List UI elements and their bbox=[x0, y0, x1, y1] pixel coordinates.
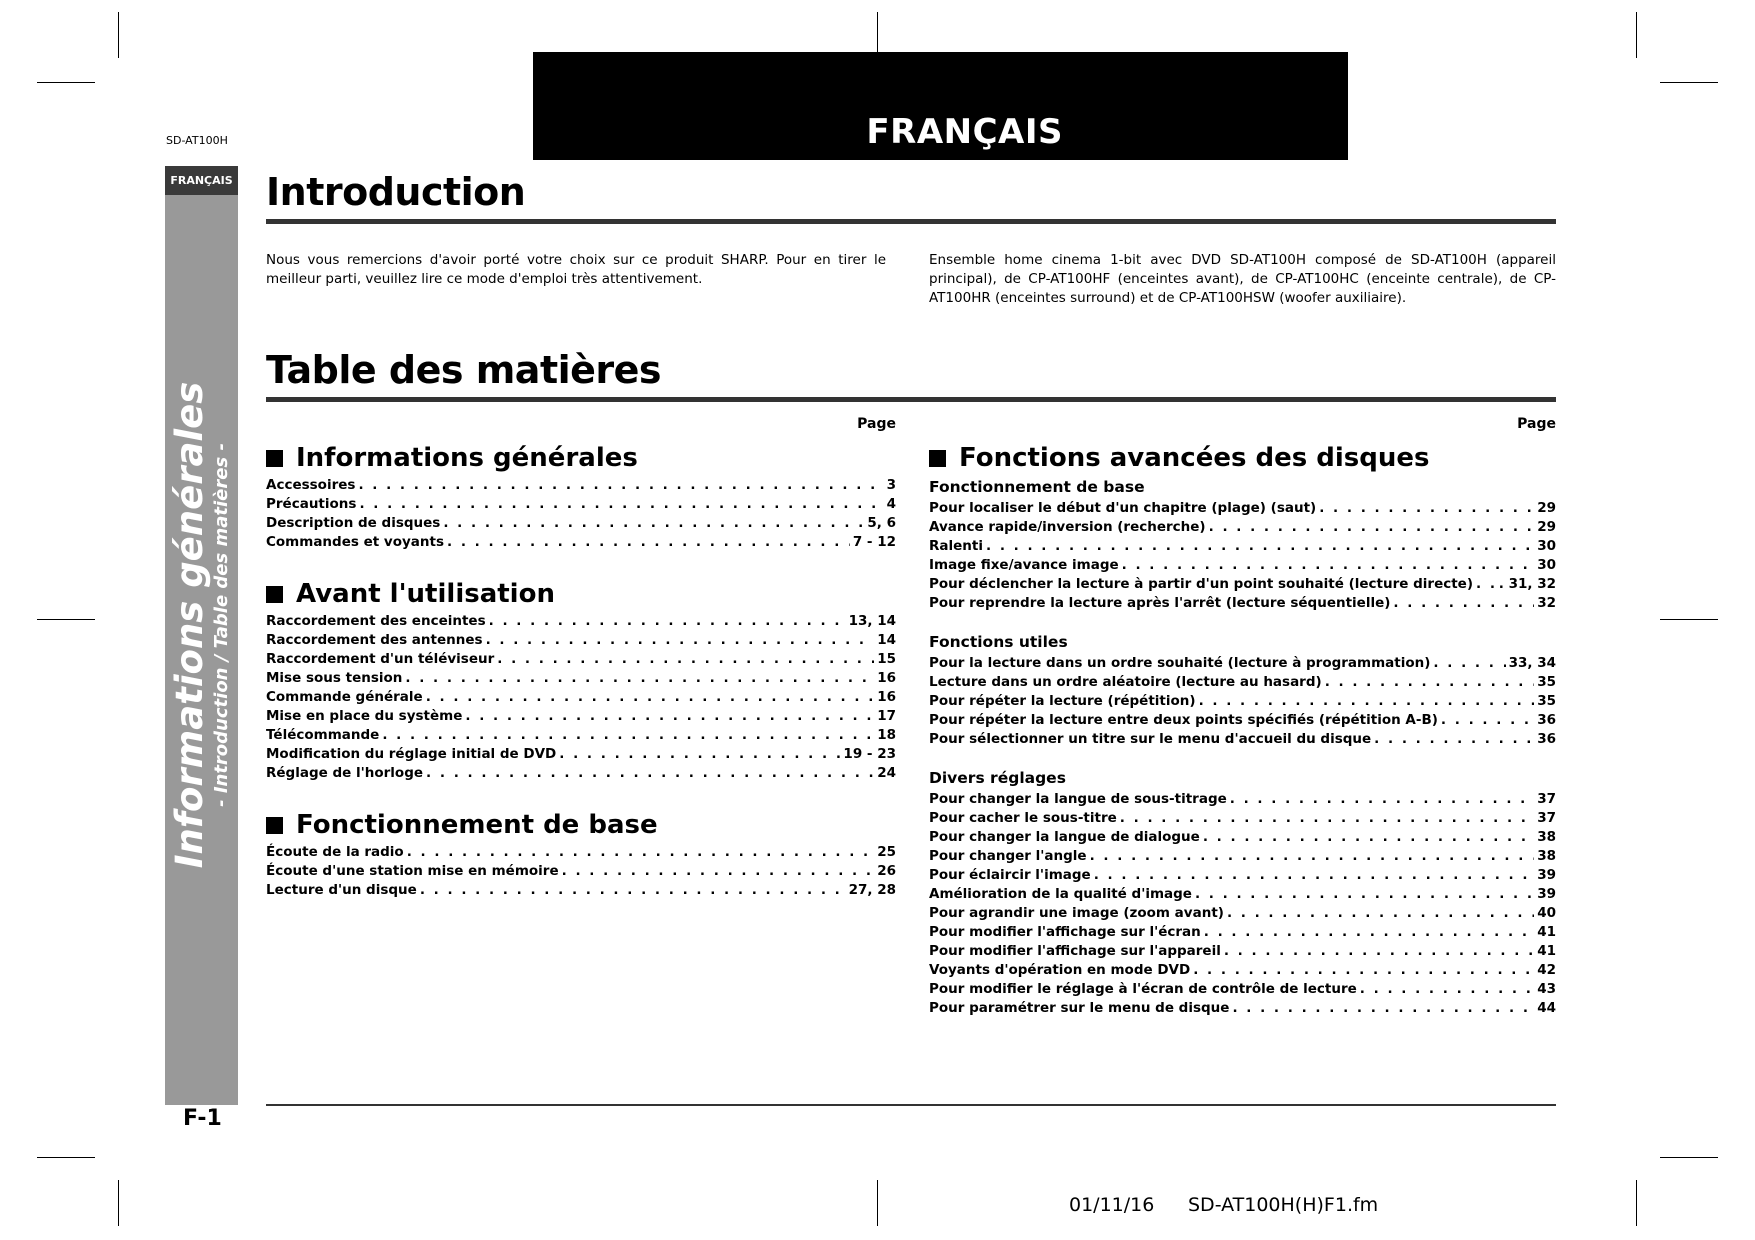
crop-mark bbox=[1660, 1157, 1718, 1158]
square-bullet-icon bbox=[266, 817, 283, 834]
group-title: Divers réglages bbox=[929, 769, 1066, 787]
crop-mark bbox=[1636, 12, 1637, 58]
toc-entry[interactable]: Mise en place du système . . . 17 bbox=[266, 707, 896, 726]
footer-file-name: SD-AT100H(H)F1.fm bbox=[1188, 1194, 1379, 1216]
crop-mark bbox=[1660, 82, 1718, 83]
toc-entry[interactable]: Pour répéter la lecture entre deux points spécifiés (répétition A-B) . . . 36 bbox=[929, 711, 1556, 730]
crop-mark bbox=[118, 1180, 119, 1226]
crop-mark bbox=[118, 12, 119, 58]
toc-list bbox=[266, 612, 896, 783]
language-tab: FRANÇAIS bbox=[165, 166, 238, 195]
sidebar-subtitle: - Introduction / Table des matières - bbox=[211, 443, 232, 807]
toc-entry[interactable]: Modification du réglage initial de DVD . . . 19 - 23 bbox=[266, 745, 896, 764]
toc-entry[interactable]: Écoute de la radio . . . 25 bbox=[266, 843, 896, 862]
footer-date: 01/11/16 bbox=[1069, 1194, 1155, 1216]
toc-entry[interactable]: Pour modifier l'affichage sur l'écran . . . 41 bbox=[929, 923, 1556, 942]
toc-heading: Table des matières bbox=[266, 348, 662, 392]
toc-entry[interactable]: Pour déclencher la lecture à partir d'un point souhaité (lecture directe) . . . . 31, 32 bbox=[929, 575, 1556, 594]
toc-entry[interactable]: Commandes et voyants . . . 7 - 12 bbox=[266, 533, 896, 552]
toc-entry[interactable]: Voyants d'opération en mode DVD . . . 42 bbox=[929, 961, 1556, 980]
toc-entry[interactable]: Pour changer l'angle . . . 38 bbox=[929, 847, 1556, 866]
toc-list bbox=[266, 476, 896, 552]
toc-entry[interactable]: Pour modifier l'affichage sur l'appareil . . . 41 bbox=[929, 942, 1556, 961]
toc-entry[interactable]: Pour éclaircir l'image . . . 39 bbox=[929, 866, 1556, 885]
section-title: Avant l'utilisation bbox=[266, 576, 896, 612]
square-bullet-icon bbox=[929, 450, 946, 467]
toc-entry[interactable]: Réglage de l'horloge . . . 24 bbox=[266, 764, 896, 783]
group-title: Fonctionnement de base bbox=[929, 478, 1145, 496]
toc-entry[interactable]: Lecture dans un ordre aléatoire (lecture au hasard) . . . 35 bbox=[929, 673, 1556, 692]
toc-entry[interactable]: Pour agrandir une image (zoom avant) . . . 40 bbox=[929, 904, 1556, 923]
model-code: SD-AT100H bbox=[166, 134, 228, 147]
toc-entry[interactable]: Précautions . . . 4 bbox=[266, 495, 896, 514]
crop-mark bbox=[877, 1180, 878, 1226]
toc-entry[interactable]: Pour reprendre la lecture après l'arrêt (lecture séquentielle) . . . 32 bbox=[929, 594, 1556, 613]
toc-entry[interactable]: Pour paramétrer sur le menu de disque . . . 44 bbox=[929, 999, 1556, 1018]
toc-list bbox=[929, 654, 1556, 749]
crop-mark bbox=[1636, 1180, 1637, 1226]
toc-entry[interactable]: Image fixe/avance image . . . 30 bbox=[929, 556, 1556, 575]
sidebar-label bbox=[169, 382, 233, 868]
language-banner bbox=[533, 52, 1348, 160]
toc-rule bbox=[266, 397, 1556, 402]
toc-entry[interactable]: Raccordement des antennes . . . 14 bbox=[266, 631, 896, 650]
crop-mark bbox=[37, 1157, 95, 1158]
toc-entry[interactable]: Commande générale . . . 16 bbox=[266, 688, 896, 707]
square-bullet-icon bbox=[266, 450, 283, 467]
toc-list bbox=[266, 843, 896, 900]
toc-entry[interactable]: Ralenti . . . 30 bbox=[929, 537, 1556, 556]
toc-list bbox=[929, 499, 1556, 613]
toc-entry[interactable]: Pour la lecture dans un ordre souhaité (lecture à programmation) . . . 33, 34 bbox=[929, 654, 1556, 673]
banner-title: FRANÇAIS bbox=[866, 112, 1063, 152]
toc-entry[interactable]: Pour cacher le sous-titre . . . 37 bbox=[929, 809, 1556, 828]
toc-entry[interactable]: Télécommande . . . 18 bbox=[266, 726, 896, 745]
toc-entry[interactable]: Accessoires . . . 3 bbox=[266, 476, 896, 495]
toc-list bbox=[929, 790, 1556, 1018]
intro-heading: Introduction bbox=[266, 170, 526, 214]
square-bullet-icon bbox=[266, 586, 283, 603]
toc-entry[interactable]: Pour répéter la lecture (répétition) . . . 35 bbox=[929, 692, 1556, 711]
toc-entry[interactable]: Pour changer la langue de dialogue . . . 38 bbox=[929, 828, 1556, 847]
page-column-label: Page bbox=[1517, 416, 1556, 432]
toc-entry[interactable]: Lecture d'un disque . . . 27, 28 bbox=[266, 881, 896, 900]
intro-rule bbox=[266, 219, 1556, 224]
toc-entry[interactable]: Pour modifier le réglage à l'écran de contrôle de lecture . . . 43 bbox=[929, 980, 1556, 999]
intro-text-left: Nous vous remercions d'avoir porté votre choix sur ce produit SHARP. Pour en tirer le meilleur parti, veuillez lire ce mode d'emploi très attentivement. bbox=[266, 252, 886, 287]
sidebar-title: Informations générales bbox=[168, 381, 211, 869]
toc-entry[interactable]: Écoute d'une station mise en mémoire . . . 26 bbox=[266, 862, 896, 881]
crop-mark bbox=[877, 12, 878, 52]
section-title: Fonctions avancées des disques bbox=[929, 440, 1556, 476]
toc-right-column bbox=[929, 416, 1556, 1018]
toc-entry[interactable]: Pour changer la langue de sous-titrage . . . 37 bbox=[929, 790, 1556, 809]
toc-entry[interactable]: Pour localiser le début d'un chapitre (plage) (saut) . . . 29 bbox=[929, 499, 1556, 518]
toc-entry[interactable]: Pour sélectionner un titre sur le menu d'accueil du disque . . . 36 bbox=[929, 730, 1556, 749]
section-title: Fonctionnement de base bbox=[266, 807, 896, 843]
toc-entry[interactable]: Avance rapide/inversion (recherche) . . . 29 bbox=[929, 518, 1556, 537]
group-title: Fonctions utiles bbox=[929, 633, 1068, 651]
toc-entry[interactable]: Mise sous tension . . . 16 bbox=[266, 669, 896, 688]
toc-entry[interactable]: Raccordement d'un téléviseur . . . 15 bbox=[266, 650, 896, 669]
toc-entry[interactable]: Raccordement des enceintes . . . 13, 14 bbox=[266, 612, 896, 631]
sidebar bbox=[165, 195, 238, 1105]
toc-left-column bbox=[266, 416, 896, 900]
toc-entry[interactable]: Amélioration de la qualité d'image . . . 39 bbox=[929, 885, 1556, 904]
page-number: F-1 bbox=[183, 1106, 222, 1131]
crop-mark bbox=[37, 619, 95, 620]
crop-mark bbox=[1660, 619, 1718, 620]
footer-rule bbox=[266, 1104, 1556, 1106]
page-column-label: Page bbox=[857, 416, 896, 432]
toc-entry[interactable]: Description de disques . . . 5, 6 bbox=[266, 514, 896, 533]
crop-mark bbox=[37, 82, 95, 83]
section-title: Informations générales bbox=[266, 440, 896, 476]
intro-text-right: Ensemble home cinema 1-bit avec DVD SD-AT100H composé de SD-AT100H (appareil principal), de CP-AT100HF (enceintes avant), de CP-AT100HC (enceinte centrale), de CP-AT100HR (enceintes surround) et de CP-AT100HSW (woofer auxiliaire). bbox=[929, 252, 1556, 306]
